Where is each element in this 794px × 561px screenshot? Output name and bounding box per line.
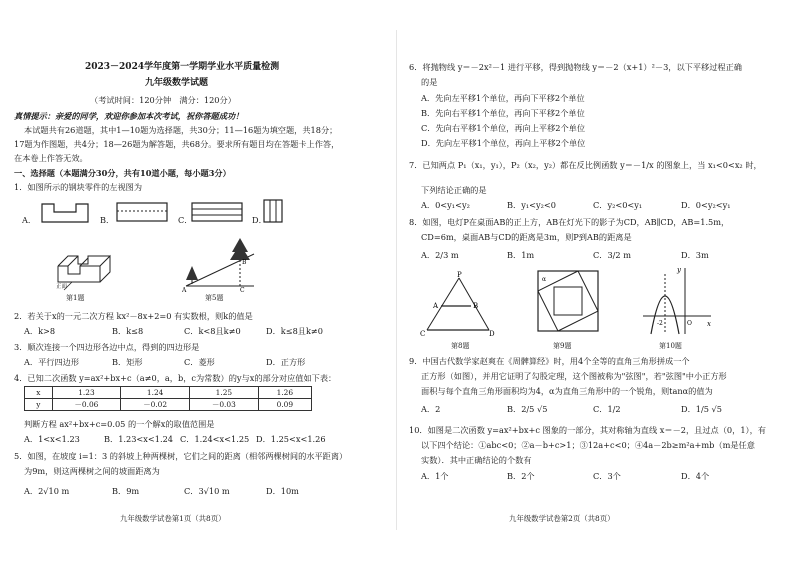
table-row bbox=[25, 399, 312, 411]
q7-option-d: D．0<y₂<y₁ bbox=[681, 200, 731, 210]
q4-option-c: C．1.24<x<1.25 bbox=[180, 434, 250, 444]
q9-option-c: C．1/2 bbox=[593, 404, 621, 414]
table-cell: 1.23 bbox=[52, 387, 121, 399]
table-cell: x bbox=[25, 387, 53, 399]
intro-line-3: 17题为作图题，共4分；18—26题为解答题，共68分。要求所有题目均在答题卡上作答， bbox=[14, 139, 340, 149]
q1-option-d-figure bbox=[262, 198, 286, 224]
q6-option-b: B．先向右平移1个单位，再向下平移2个单位 bbox=[421, 108, 585, 118]
table-row bbox=[25, 387, 312, 399]
q5-option-d: D．10m bbox=[266, 486, 299, 496]
q6-option-c: C．先向右平移1个单位，再向上平移2个单位 bbox=[421, 123, 586, 133]
exam-subtitle: 九年级数学试题 bbox=[145, 78, 209, 88]
q10-stem-3: 实数）．其中正确结论的个数有 bbox=[421, 455, 532, 465]
q10-stem-1: 10．如图是二次函数 y=ax²+bx+c 图象的一部分，其对称轴为直线 x＝－2，且过点（0，1），有 bbox=[409, 425, 766, 435]
q10-parabola-figure bbox=[639, 264, 715, 338]
q4-option-a: A．1<x<1.23 bbox=[24, 434, 80, 444]
q2-stem: 2．若关于x的一元二次方程 kx²－8x+2=0 有实数根，则k的值是 bbox=[14, 311, 253, 321]
q9-caption: 第9题 bbox=[553, 342, 572, 350]
q10-option-b: B．2个 bbox=[507, 471, 535, 481]
q10-stem-2: 以下四个结论：①abc<0；②a－b+c>1；③12a+c<0；④4a－2b≥m²a+mb（m是任意 bbox=[421, 440, 755, 450]
table-cell: 1.25 bbox=[190, 387, 259, 399]
q3-option-d: D．正方形 bbox=[266, 357, 306, 367]
exam-time-score: （考试时间：120分钟 满分：120分） bbox=[90, 95, 236, 105]
fig9-label-alpha: α bbox=[542, 276, 547, 283]
intro-line-1: 真情提示：亲爱的同学，欢迎你参加本次考试，祝你答题成功！ bbox=[14, 111, 244, 121]
q10-caption: 第10题 bbox=[659, 342, 682, 350]
fig10-label-x: x bbox=[707, 320, 711, 328]
q8-caption: 第8题 bbox=[451, 342, 470, 350]
q8-stem-2: CD=6m，桌面AB与CD的距离是3m，则P到AB的距离是 bbox=[421, 232, 632, 242]
svg-text:C: C bbox=[240, 287, 245, 292]
section-heading: 一、选择题（本题满分30分，共有10道小题，每小题3分） bbox=[14, 168, 231, 178]
q3-stem: 3．顺次连接一个四边形各边中点，得到的四边形是 bbox=[14, 342, 200, 352]
q3-option-b: B．矩形 bbox=[112, 357, 143, 367]
footer-right: 九年级数学试卷第2页（共8页） bbox=[509, 514, 615, 523]
q8-lamp-figure bbox=[419, 270, 499, 338]
q5-option-a: A．2√10 m bbox=[24, 486, 70, 496]
q2-option-b: B．k≤8 bbox=[112, 326, 144, 336]
q9-stem-3: 面积与每个直角三角形面积均为4，α为直角三角形中的一个锐角，则tanα的值为 bbox=[421, 386, 713, 396]
q9-option-b: B．2/5 √5 bbox=[507, 404, 548, 414]
q1-option-c-label: C． bbox=[178, 215, 193, 225]
q5-slope-figure bbox=[182, 236, 262, 292]
q4-option-b: B．1.23<x<1.24 bbox=[104, 434, 174, 444]
q7-option-a: A．0<y₁<y₂ bbox=[421, 200, 470, 210]
q10-option-d: D．4个 bbox=[681, 471, 710, 481]
table-cell: －0.02 bbox=[121, 399, 190, 411]
q10-option-a: A．1个 bbox=[421, 471, 449, 481]
q8-option-c: C．3/2 m bbox=[593, 250, 631, 260]
q9-option-d: D．1/5 √5 bbox=[681, 404, 722, 414]
q5-option-b: B．9m bbox=[112, 486, 140, 496]
table-cell: y bbox=[25, 399, 53, 411]
q7-option-c: C．y₂<0<y₁ bbox=[593, 200, 643, 210]
q5-caption: 第5题 bbox=[205, 294, 224, 302]
q6-stem-1: 6．将抛物线 y＝－2x²－1 进行平移，得到抛物线 y＝－2（x+1）²－3，以下平移过程正确 bbox=[409, 62, 742, 72]
q9-stem-2: 正方形（如图），并用它证明了勾股定理，这个图被称为"弦图"，若"弦图"中小正方形 bbox=[421, 371, 727, 381]
q6-option-a: A．先向左平移1个单位，再向下平移2个单位 bbox=[421, 93, 585, 103]
q2-option-a: A．k>8 bbox=[24, 326, 56, 336]
q1-option-b-figure bbox=[115, 200, 170, 224]
q1-option-c-figure bbox=[190, 200, 245, 224]
q1-caption: 第1题 bbox=[66, 294, 85, 302]
fig10-label-y: y bbox=[677, 266, 681, 274]
svg-text:B: B bbox=[242, 259, 247, 266]
intro-line-4: 在本卷上作答无效。 bbox=[14, 153, 88, 163]
q1-front-label: 正面 bbox=[56, 284, 68, 290]
q4-option-d: D．1.25<x<1.26 bbox=[256, 434, 326, 444]
q1-stem: 1．如图所示的钢块零件的左视图为 bbox=[14, 182, 143, 192]
q7-stem-1: 7．已知两点 P₁（x₁，y₁），P₂（x₂，y₂）都在反比例函数 y＝－1/x 的图象上，当 x₁<0<x₂ 时， bbox=[409, 160, 762, 170]
q1-option-a-figure bbox=[40, 200, 90, 224]
q6-option-d: D．先向左平移1个单位，再向上平移2个单位 bbox=[421, 138, 586, 148]
q4-stem: 4．已知二次函数 y=ax²+bx+c（a≠0，a，b，c为常数）的y与x的部分对应值如下表： bbox=[14, 373, 337, 383]
q7-option-b: B．y₁<y₂<0 bbox=[507, 200, 556, 210]
q9-stem-1: 9．中国古代数学家赵爽在《周髀算经》时，用4个全等的直角三角形拼成一个 bbox=[409, 356, 690, 366]
q8-option-a: A．2/3 m bbox=[421, 250, 459, 260]
q1-option-a-label: A． bbox=[22, 215, 37, 225]
q2-option-c: C．k<8且k≠0 bbox=[184, 326, 241, 336]
table-cell: －0.06 bbox=[52, 399, 121, 411]
intro-line-2: 本试题共有26道题，其中1—10题为选择题，共30分；11—16题为填空题，共18分； bbox=[24, 125, 338, 135]
table-cell: 1.26 bbox=[258, 387, 311, 399]
fig8-label-p: P bbox=[457, 271, 462, 279]
q2-option-d: D．k≤8且k≠0 bbox=[266, 326, 324, 336]
q4-stem-2: 判断方程 ax²+bx+c=0.05 的一个解x的取值范围是 bbox=[24, 419, 215, 429]
table-cell: 0.09 bbox=[258, 399, 311, 411]
q3-option-c: C．菱形 bbox=[184, 357, 215, 367]
exam-title: 2023－2024学年度第一学期学业水平质量检测 bbox=[85, 62, 280, 72]
q6-stem-2: 的是 bbox=[421, 77, 438, 87]
q1-option-b-label: B． bbox=[100, 215, 115, 225]
q8-option-d: D．3m bbox=[681, 250, 709, 260]
q8-stem-1: 8．如图，电灯P在桌面AB的正上方，AB在灯光下的影子为CD，AB∥CD，AB=1.5m， bbox=[409, 217, 730, 227]
q4-table bbox=[24, 386, 312, 411]
footer-left: 九年级数学试卷第1页（共8页） bbox=[120, 514, 226, 523]
table-cell: －0.03 bbox=[190, 399, 259, 411]
q3-option-a: A．平行四边形 bbox=[24, 357, 80, 367]
table-cell: 1.24 bbox=[121, 387, 190, 399]
q5-stem-2: 为9m，则这两棵树之间的坡面距离为 bbox=[24, 466, 160, 476]
fig8-label-d: D bbox=[489, 330, 495, 338]
q5-option-c: C．3√10 m bbox=[184, 486, 230, 496]
q5-stem-1: 5．如图，在坡度 i=1：3 的斜坡上种两棵树，它们之间的距离（相邻两棵树间的水平距离） bbox=[14, 451, 348, 461]
q9-string-figure bbox=[535, 268, 601, 334]
svg-text:A: A bbox=[182, 287, 187, 292]
fig8-label-a: A bbox=[433, 302, 439, 310]
q7-stem-2: 下列结论正确的是 bbox=[421, 185, 487, 195]
q8-option-b: B．1m bbox=[507, 250, 535, 260]
q1-option-d-label: D． bbox=[252, 215, 267, 225]
q9-option-a: A．2 bbox=[421, 404, 441, 414]
q10-option-c: C．3个 bbox=[593, 471, 621, 481]
page-right bbox=[397, 0, 794, 561]
fig10-label-o: O bbox=[687, 320, 692, 327]
fig8-label-c: C bbox=[420, 330, 426, 338]
fig8-label-b: B bbox=[473, 302, 479, 310]
fig10-label-neg2: -2 bbox=[657, 320, 663, 327]
